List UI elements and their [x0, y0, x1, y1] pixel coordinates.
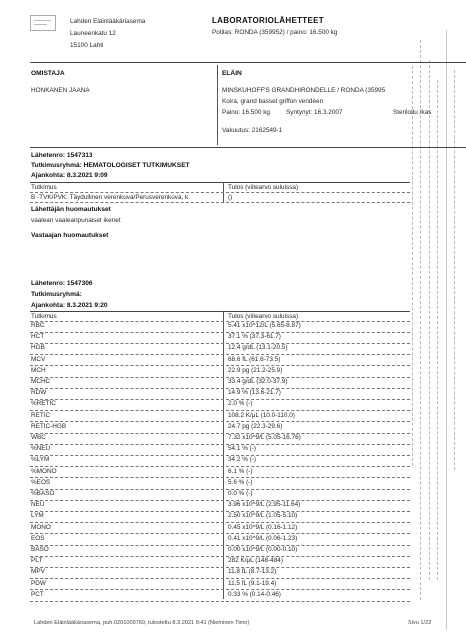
result-value: 12.4 g/dL (13.1-20.5) — [228, 344, 288, 352]
row-rule — [30, 511, 410, 512]
row-rule — [30, 545, 410, 546]
animal-name: MINSKUHOFF'S GRANDHIRONDELLE / RONDA (35995 — [222, 87, 386, 94]
result-test-name: %EOS — [31, 478, 51, 486]
result-test-name: RETIC — [31, 411, 51, 419]
row-rule — [30, 433, 410, 434]
clinic-name: Lahden Eläinlääkäriasema — [70, 18, 146, 25]
result-value: 14.9 % (13.6-21.7) — [228, 389, 281, 397]
result-value: 0.0 % (-) — [228, 490, 253, 497]
referral1-group: Tutkimusryhmä: HEMATOLOGISET TUTKIMUKSET — [31, 162, 190, 169]
result-value: 68.6 fL (61.6-73.5) — [228, 355, 281, 363]
page-number: Sivu 1/22 — [408, 620, 432, 626]
row-rule — [30, 399, 410, 400]
referral2-time: Ajankohta: 8.3.2021 9:20 — [31, 302, 108, 309]
clinic-postal: 15100 Lahti — [70, 42, 104, 49]
referral2-group: Tutkimusryhmä: — [31, 291, 82, 298]
animal-born: Syntynyt: 16.3.2007 — [286, 109, 343, 116]
row-rule — [30, 477, 410, 478]
patient-line: Potilas: RONDA (359952) / paino: 16.500 kg — [212, 29, 338, 36]
result-test-name: MONO — [31, 523, 51, 531]
referral1-time: Ajankohta: 8.3.2021 9:09 — [31, 172, 108, 179]
result-test-name: %NEU — [31, 445, 51, 453]
referral1-test: B -TVK/PVK: Täydullinen verenkuva/Perusverenkuva, k — [31, 194, 189, 201]
clinic-logo — [30, 15, 56, 31]
row-rule — [30, 444, 410, 445]
row-rule — [30, 500, 410, 501]
result-value: 11.5 fL (9.1-19.4) — [228, 579, 277, 587]
row-rule — [30, 556, 410, 557]
result-value: 11.8 fL (8.7-13.2) — [228, 568, 277, 576]
result-test-name: LYM — [31, 512, 44, 520]
scan-artifact-line — [412, 66, 413, 466]
result-value: 0.00 x10^9/L (0.00-0.10) — [228, 546, 298, 553]
row-rule — [30, 489, 410, 490]
animal-breed: Koira, grand basset griffon vendéen — [222, 98, 324, 105]
result-value: 0.33 % (0.14-0.46) — [228, 590, 281, 598]
result-value: 34.2 % (-) — [228, 456, 257, 464]
scan-artifact-line — [437, 80, 438, 580]
result-value: 0.45 x10^9/L (0.16-1.12) — [228, 523, 298, 531]
result-test-name: RETIC-HGB — [31, 422, 67, 430]
animal-weight: Paino: 16.500 kg — [222, 109, 270, 116]
result-value: 108.2 K/μL (10.0-110.0) — [228, 411, 295, 419]
scan-artifact-line — [420, 40, 421, 600]
divider — [30, 147, 466, 148]
result-value: 2.50 x10^9/L (1.05-5.10) — [228, 512, 298, 520]
result-test-name: PDW — [31, 579, 46, 587]
result-value: 22.9 pg (21.2-25.9) — [228, 366, 283, 374]
table-rule — [30, 192, 410, 193]
row-rule — [30, 455, 410, 456]
result-test-name: NEU — [31, 501, 45, 509]
result-value: 5.6 % (-) — [228, 478, 253, 486]
result-value: 282 K/μL (148-484) — [228, 557, 283, 565]
owner-heading: OMISTAJA — [31, 70, 65, 77]
row-rule — [30, 601, 410, 602]
animal-insurance: Vakuutus: 2162549-1 — [222, 127, 283, 134]
row-rule — [30, 365, 410, 366]
referral2-col-test: Tutkimus — [31, 313, 57, 320]
animal-neutered: Steriloitu /kas — [393, 109, 432, 116]
result-value: 37.1 % (37.3-61.7) — [228, 333, 281, 341]
row-rule — [30, 567, 410, 568]
result-test-name: %RETIC — [31, 400, 56, 408]
result-test-name: HGB — [31, 344, 45, 352]
result-value: 7.32 x10^9/L (5.05-16.76) — [228, 434, 301, 441]
recipient-notes-heading: Vastaajan huomautukset — [31, 232, 109, 239]
result-test-name: %BASO — [31, 490, 55, 497]
row-rule — [30, 377, 410, 378]
row-rule — [30, 354, 410, 355]
scan-artifact-line — [446, 30, 447, 630]
result-value: 0.41 x10^9/L (0.06-1.23) — [228, 534, 298, 542]
row-rule — [30, 578, 410, 579]
result-test-name: MPV — [31, 568, 45, 576]
result-test-name: PCT — [31, 590, 44, 598]
referral1-col-result: Tulos (viitearvo suluissa) — [228, 184, 299, 191]
result-test-name: %LYM — [31, 456, 50, 464]
clinic-street: Launeenkatu 12 — [70, 30, 116, 37]
result-value: 33.4 g/dL (32.0-37.9) — [228, 378, 288, 385]
result-value: 24.7 pg (22.3-29.6) — [228, 422, 283, 430]
sender-notes: vaalean vaaleanpunaiset ikenet — [31, 217, 121, 224]
result-test-name: MCH — [31, 366, 46, 374]
sender-notes-heading: Lähettäjän huomautukset — [31, 206, 111, 213]
result-test-name: BASO — [31, 546, 49, 553]
row-rule — [30, 332, 410, 333]
row-rule — [30, 589, 410, 590]
animal-heading: ELÄIN — [222, 70, 242, 77]
result-test-name: MCHC — [31, 378, 51, 385]
result-value: 3.96 x10^9/L (2.95-11.64) — [228, 501, 301, 509]
result-test-name: WBC — [31, 434, 46, 441]
result-test-name: MCV — [31, 355, 46, 363]
report-title: LABORATORIOLÄHETTEET — [212, 16, 324, 25]
row-rule — [30, 522, 410, 523]
referral2-id: Lähetenro: 1547306 — [31, 280, 93, 287]
scan-artifact-line — [454, 70, 455, 470]
result-test-name: RBC — [31, 322, 45, 329]
table-rule — [30, 311, 410, 312]
row-rule — [30, 388, 410, 389]
referral1-col-test: Tutkimus — [31, 184, 57, 191]
referral1-id: Lähetenro: 1547313 — [31, 152, 93, 159]
divider — [30, 62, 466, 63]
row-rule — [30, 421, 410, 422]
table-rule — [30, 182, 410, 183]
row-rule — [30, 466, 410, 467]
result-test-name: PLT — [31, 557, 43, 565]
divider-vertical — [217, 65, 218, 145]
result-test-name: EOS — [31, 534, 45, 542]
result-test-name: RDW — [31, 389, 47, 397]
row-rule — [30, 533, 410, 534]
result-value: 6.1 % (-) — [228, 467, 253, 475]
footer-text: Lahden Eläinlääkäriasema, puh.0201009760, tulostettu 8.3.2021 9:41 (Nieminen Timo) — [34, 620, 250, 626]
referral2-col-result: Tulos (viitearvo suluissa) — [228, 313, 299, 320]
result-test-name: HCT — [31, 333, 45, 341]
result-value: 2.0 % (-) — [228, 400, 253, 408]
table-rule — [30, 202, 410, 203]
result-test-name: %MONO — [31, 467, 57, 475]
row-rule — [30, 343, 410, 344]
scan-artifact-line — [429, 60, 430, 580]
referral1-result: () — [228, 194, 233, 201]
owner-name: HONKANEN JAANA — [31, 87, 90, 94]
row-rule — [30, 321, 410, 322]
row-rule — [30, 410, 410, 411]
result-value: 5.41 x10^12/L (5.65-8.87) — [228, 322, 301, 329]
result-value: 54.1 % (-) — [228, 445, 257, 453]
